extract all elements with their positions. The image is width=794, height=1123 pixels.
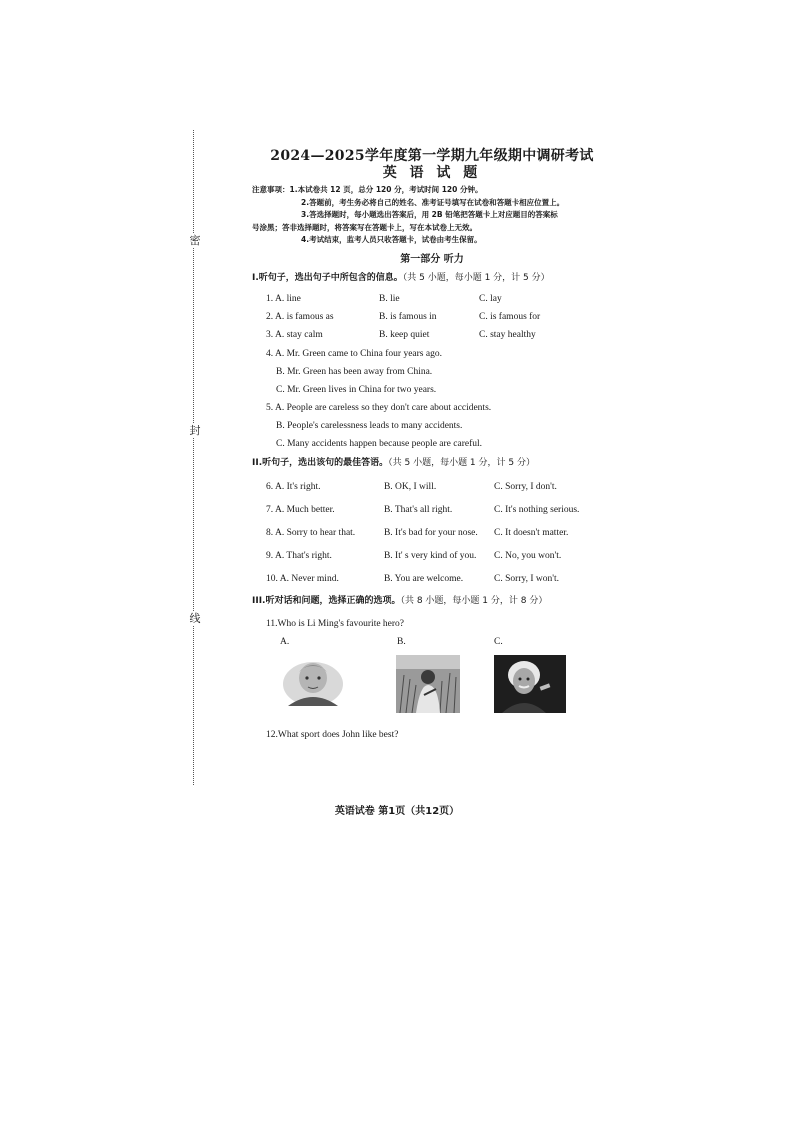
q10-option-b: B. You are welcome. — [383, 573, 464, 584]
q1-option-a: 1. A. line — [266, 294, 301, 304]
q4-option-b: B. Mr. Green has been away from China. — [276, 366, 433, 377]
q5-option-b: B. People's carelessness leads to many accidents. — [276, 420, 463, 431]
q7-option-b: B. That's all right. — [383, 504, 453, 515]
exam-page — [252, 150, 612, 745]
q11-option-labels — [252, 636, 612, 649]
q3-option-b: B. keep quiet — [379, 330, 430, 340]
part-1-title: 第一部分 听力 — [400, 253, 464, 265]
exam-notes — [252, 184, 612, 247]
question-2 — [252, 309, 612, 327]
q2-option-c: C. is famous for — [479, 312, 541, 322]
exam-subtitle: 英 语 试 题 — [382, 165, 482, 181]
q6-option-b: B. OK, I will. — [383, 481, 437, 492]
seal-margin-line — [193, 130, 194, 785]
question-9 — [252, 545, 612, 568]
question-12: 12.What sport does John like best? — [266, 729, 399, 740]
q8-option-a: 8. A. Sorry to hear that. — [266, 527, 356, 538]
section-2-heading: II.听句子，选出该句的最佳答语。 — [252, 457, 389, 468]
section-3-heading: III.听对话和问题，选择正确的选项。 — [252, 595, 401, 606]
notes-label: 注意事项： — [252, 185, 290, 194]
question-8 — [252, 522, 612, 545]
boy-portrait-image — [282, 660, 344, 708]
q7-option-c: C. It's nothing serious. — [494, 504, 580, 515]
section-1-title — [252, 272, 612, 285]
section-2-score: （共 5 小题，每小题 1 分，计 5 分） — [388, 457, 535, 468]
notes-item-3: 3.答选择题时，每小题选出答案后，用 2B 铅笔把答题卡上对应题目的答案标 — [301, 210, 558, 219]
q9-option-a: 9. A. That's right. — [266, 550, 332, 561]
question-6 — [252, 476, 612, 499]
q8-option-c: C. It doesn't matter. — [494, 527, 569, 538]
q11-pictures — [252, 653, 612, 715]
q5-option-c: C. Many accidents happen because people are careful. — [276, 438, 482, 449]
section-3-score: （共 8 小题，每小题 1 分，计 8 分） — [400, 595, 548, 606]
q11-label-a: A. — [280, 636, 290, 647]
scientist-portrait-image — [494, 655, 566, 713]
q11-label-b: B. — [397, 636, 406, 647]
q9-option-b: B. It' s very kind of you. — [383, 550, 477, 561]
q9-option-c: C. No, you won't. — [494, 550, 562, 561]
question-11: 11.Who is Li Ming's favourite hero? — [266, 618, 405, 629]
man-in-field-image — [396, 655, 460, 713]
q5-option-a: 5. A. People are careless so they don't care about accidents. — [266, 402, 492, 413]
question-10 — [252, 568, 612, 591]
q1-option-c: C. lay — [479, 294, 502, 304]
q1-option-b: B. lie — [379, 294, 400, 304]
seal-char-xian: 线 — [189, 612, 201, 625]
q3-option-a: 3. A. stay calm — [266, 330, 323, 340]
q2-option-a: 2. A. is famous as — [266, 312, 334, 322]
q10-option-a: 10. A. Never mind. — [266, 573, 339, 584]
q10-option-c: C. Sorry, I won't. — [494, 573, 560, 584]
exam-title: 2024—2025学年度第一学期九年级期中调研考试 — [270, 148, 594, 164]
q6-option-a: 6. A. It's right. — [266, 481, 321, 492]
seal-char-feng: 封 — [189, 424, 201, 437]
notes-item-1: 1.本试卷共 12 页，总分 120 分，考试时间 120 分钟。 — [289, 185, 483, 194]
question-7 — [252, 499, 612, 522]
notes-item-4: 4.考试结束，监考人员只收答题卡，试卷由考生保留。 — [301, 235, 482, 244]
q11-label-c: C. — [494, 636, 503, 647]
question-1 — [252, 291, 612, 309]
notes-item-3-cont: 号涂黑；答非选择题时，将答案写在答题卡上，写在本试卷上无效。 — [252, 222, 477, 232]
question-3 — [252, 327, 612, 345]
section-2-title — [252, 457, 612, 470]
section-1-heading: I.听句子，选出句子中所包含的信息。 — [252, 272, 403, 283]
q4-option-c: C. Mr. Green lives in China for two years. — [276, 384, 437, 395]
q7-option-a: 7. A. Much better. — [266, 504, 335, 515]
q2-option-b: B. is famous in — [379, 312, 437, 322]
q6-option-c: C. Sorry, I don't. — [494, 481, 557, 492]
q8-option-b: B. It's bad for your nose. — [383, 527, 478, 538]
q4-option-a: 4. A. Mr. Green came to China four years ago. — [266, 348, 442, 359]
section-1-score: （共 5 小题，每小题 1 分，计 5 分） — [402, 272, 550, 283]
section-3-title — [252, 595, 612, 608]
q3-option-c: C. stay healthy — [479, 330, 536, 340]
page-footer: 英语试卷 第1页（共12页） — [334, 806, 460, 817]
notes-item-2: 2.答题前，考生务必将自己的姓名、准考证号填写在试卷和答题卡相应位置上。 — [301, 197, 565, 207]
seal-char-mi: 密 — [189, 234, 201, 247]
